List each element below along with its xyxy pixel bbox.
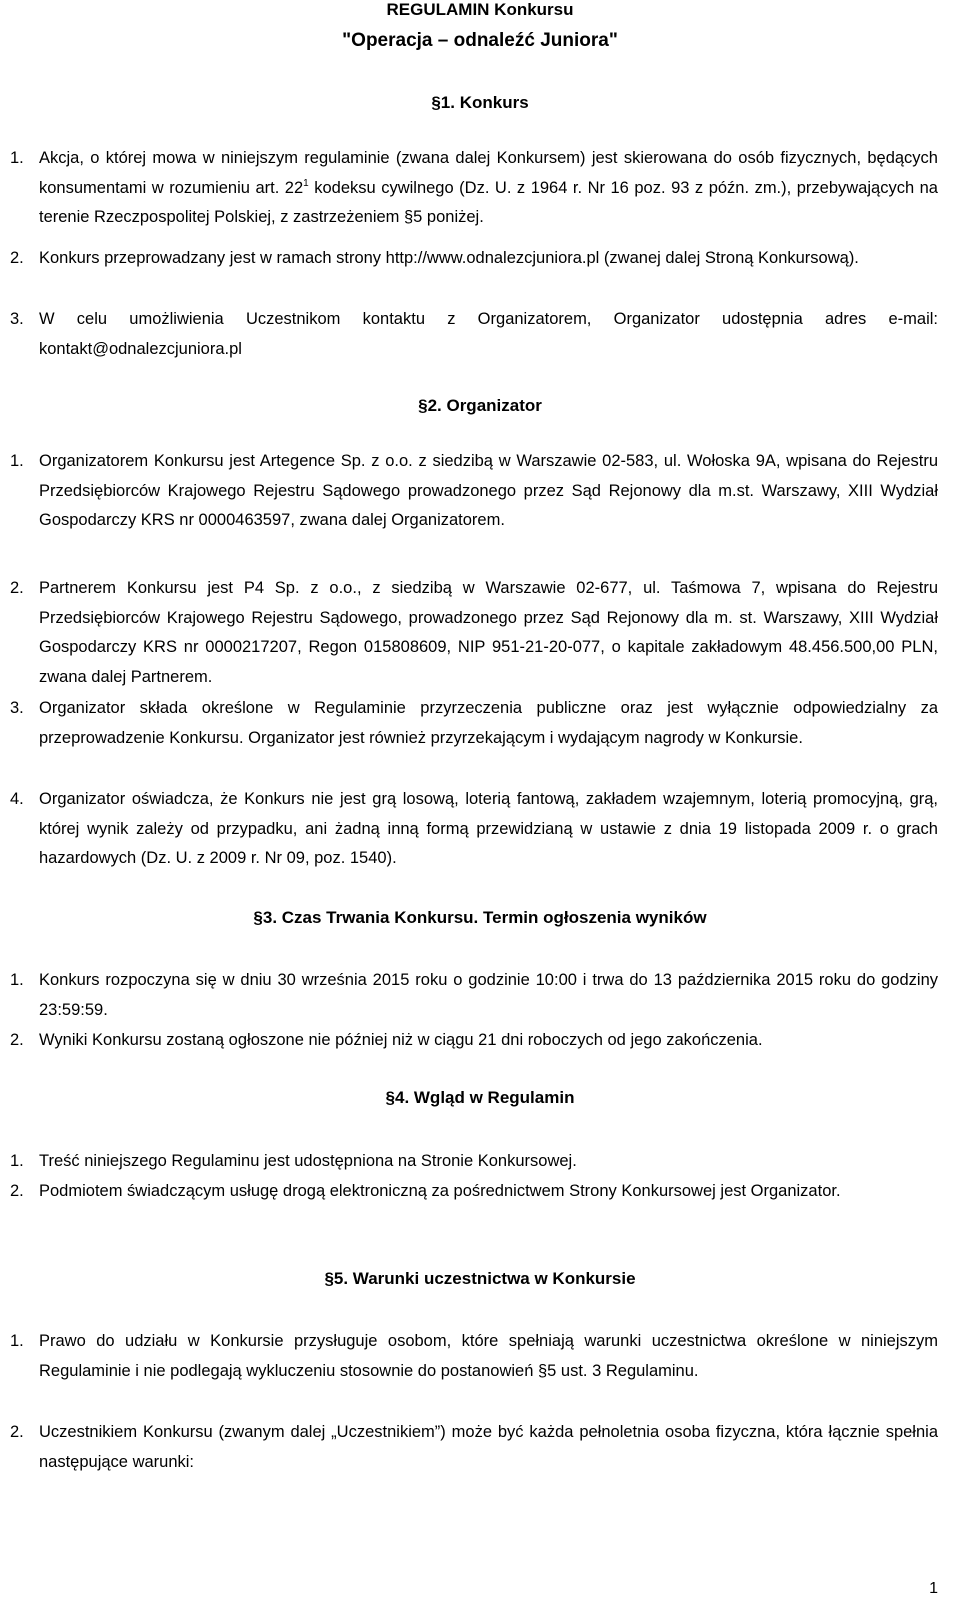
item-number: 1. — [10, 149, 24, 167]
item-number: 2. — [10, 579, 24, 597]
document-subtitle: "Operacja – odnaleźć Juniora" — [342, 30, 618, 51]
item-text: Organizator oświadcza, że Konkurs nie jest grą losową, loterią fantową, zakładem wzajemnym, loterią promocyjną, grą, której wynik zależy od przypadku, ani żadną inną formą przewidzianą w ustawie z dnia 19 listopada 2009 r. o grach hazardowych (Dz. U. z 2009 r. Nr 09, poz. 1540). — [39, 790, 938, 867]
item-text: Konkurs przeprowadzany jest w ramach strony http://www.odnalezcjuniora.pl (zwanej dalej Stroną Konkursową). — [39, 249, 859, 267]
list-item — [10, 1418, 938, 1477]
list-item — [10, 144, 938, 233]
item-text — [39, 144, 938, 233]
item-text: Konkurs rozpoczyna się w dniu 30 września 2015 roku o godzinie 10:00 i trwa do 13 października 2015 roku do godziny 23:59:59. — [39, 971, 938, 1019]
page-number: 1 — [929, 1580, 938, 1597]
item-text: Organizator składa określone w Regulaminie przyrzeczenia publiczne oraz jest wyłącznie odpowiedzialny za przeprowadzenie Konkursu. Organizator jest również przyrzekającym i wydającym nagrody w Konkursie. — [39, 699, 938, 747]
list-item — [10, 785, 938, 874]
section-heading-5: §5. Warunki uczestnictwa w Konkursie — [324, 1269, 636, 1288]
item-text: Treść niniejszego Regulaminu jest udostępniona na Stronie Konkursowej. — [39, 1152, 577, 1170]
item-number: 4. — [10, 790, 24, 808]
item-number: 2. — [10, 1031, 24, 1049]
list-item — [10, 244, 938, 274]
item-text: Podmiotem świadczącym usługę drogą elektroniczną za pośrednictwem Strony Konkursowej jest Organizator. — [39, 1182, 841, 1200]
footnote-superscript: 1 — [303, 177, 309, 189]
section-heading-4: §4. Wgląd w Regulamin — [385, 1088, 575, 1107]
item-number: 1. — [10, 1332, 24, 1350]
section-heading-2: §2. Organizator — [418, 396, 542, 415]
list-item — [10, 574, 938, 692]
list-item — [10, 1147, 938, 1177]
item-text: Prawo do udziału w Konkursie przysługuje osobom, które spełniają warunki uczestnictwa określone w niniejszym Regulaminie i nie podlegają wykluczeniu stosownie do postanowień §5 ust. 3 Regulaminu. — [39, 1332, 938, 1380]
list-item — [10, 1026, 938, 1056]
document-title: REGULAMIN Konkursu — [386, 0, 574, 19]
section-heading-3: §3. Czas Trwania Konkursu. Termin ogłoszenia wyników — [253, 908, 707, 927]
item-number: 1. — [10, 1152, 24, 1170]
list-item — [10, 305, 938, 364]
item-number: 2. — [10, 1182, 24, 1200]
item-text-part: kodeksu cywilnego (Dz. U. z 1964 r. Nr 16 poz. 93 z późn. zm.), przebywających na terenie Rzeczpospolitej Polskiej, z zastrzeżeniem §5 poniżej. — [39, 178, 938, 226]
item-text: Partnerem Konkursu jest P4 Sp. z o.o., z siedzibą w Warszawie 02-677, ul. Taśmowa 7, wpisana do Rejestru Przedsiębiorców Krajowego Rejestru Sądowego, prowadzonego przez Sąd Rejonowy dla m. st. Warszawy, XIII Wydział Gospodarczy KRS nr 0000217207, Regon 015808609, NIP 951-21-20-077, o kapitale zakładowym 48.456.500,00 PLN, zwana dalej Partnerem. — [39, 579, 938, 686]
list-item — [10, 1177, 938, 1207]
item-number: 2. — [10, 1423, 24, 1441]
item-text: Organizatorem Konkursu jest Artegence Sp. z o.o. z siedzibą w Warszawie 02-583, ul. Wołoska 9A, wpisana do Rejestru Przedsiębiorców Krajowego Rejestru Sądowego prowadzonego przez Sąd Rejonowy dla m.st. Warszawy, XIII Wydział Gospodarczy KRS nr 0000463597, zwana dalej Organizatorem. — [39, 452, 938, 529]
item-text: Wyniki Konkursu zostaną ogłoszone nie później niż w ciągu 21 dni roboczych od jego zakończenia. — [39, 1031, 763, 1049]
item-number: 1. — [10, 452, 24, 470]
list-item — [10, 694, 938, 753]
section-heading-1: §1. Konkurs — [431, 93, 529, 112]
list-item — [10, 1327, 938, 1386]
list-item — [10, 447, 938, 536]
item-number: 2. — [10, 249, 24, 267]
item-text: W celu umożliwienia Uczestnikom kontaktu z Organizatorem, Organizator udostępnia adres e-mail: kontakt@odnalezcjuniora.pl — [39, 310, 938, 358]
item-number: 3. — [10, 310, 24, 328]
item-number: 3. — [10, 699, 24, 717]
item-text: Uczestnikiem Konkursu (zwanym dalej „Uczestnikiem”) może być każda pełnoletnia osoba fizyczna, która łącznie spełnia następujące warunki: — [39, 1423, 938, 1471]
item-text-part: Akcja, o której mowa w niniejszym regulaminie (zwana dalej Konkursem) jest skierowana do osób fizycznych, będących konsumentami w rozumieniu art. 22 — [39, 149, 938, 197]
list-item — [10, 966, 938, 1025]
item-number: 1. — [10, 971, 24, 989]
